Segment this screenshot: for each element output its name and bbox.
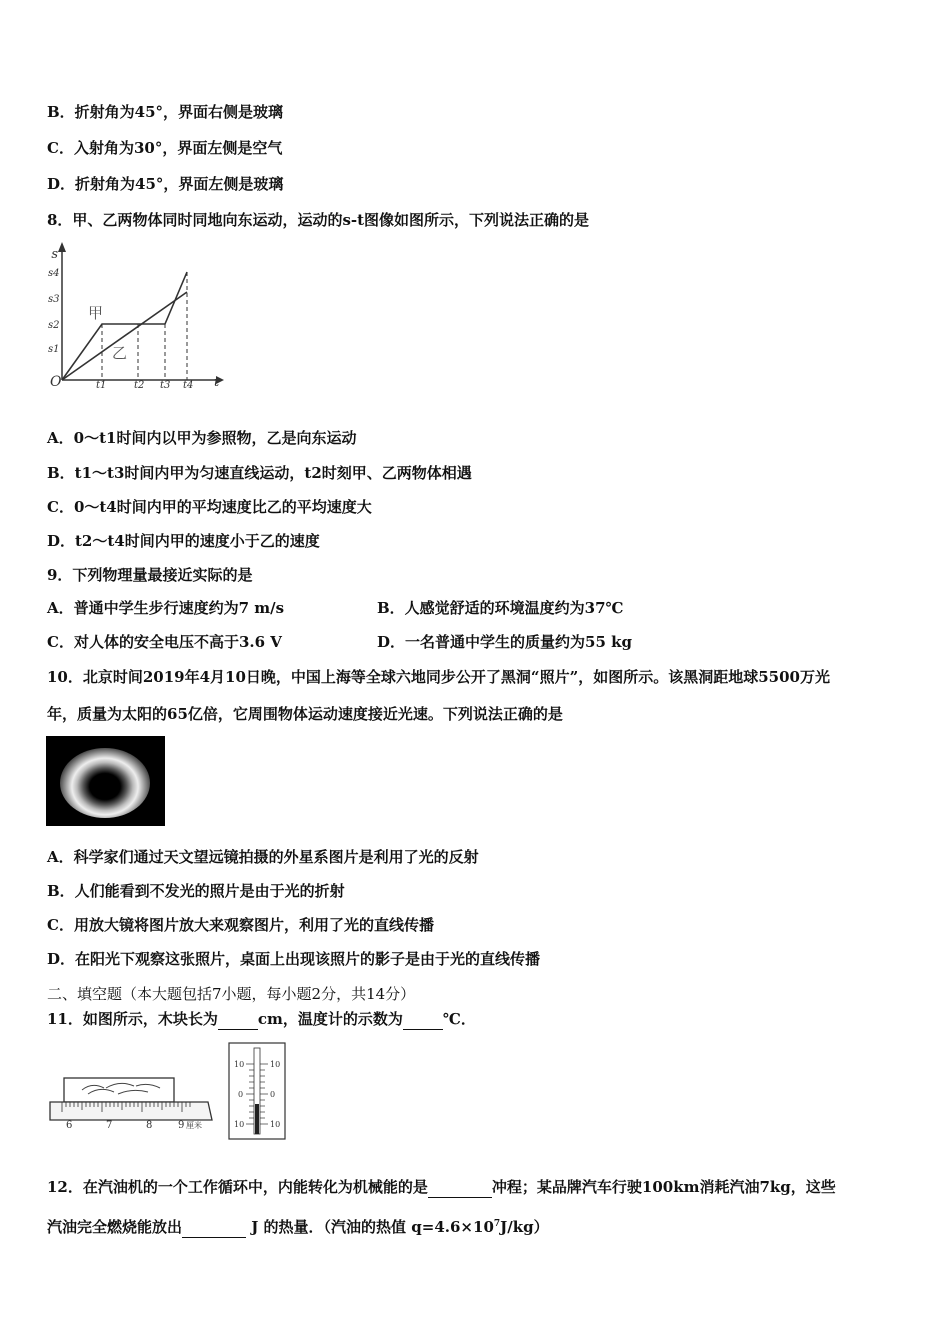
q12-blank-stroke bbox=[428, 1177, 492, 1198]
q10-stem-line2: 年，质量为太阳的65亿倍，它周围物体运动速度接近光速。下列说法正确的是 bbox=[47, 705, 563, 723]
x-tick-t2: t2 bbox=[134, 380, 145, 391]
y-tick-s4: s4 bbox=[48, 268, 60, 279]
q12-exponent: 7 bbox=[493, 1219, 501, 1229]
origin-label: O bbox=[50, 374, 62, 390]
q9-option-b: B．人感觉舒适的环境温度约为37℃ bbox=[377, 599, 624, 617]
q7-option-d: D．折射角为45°，界面左侧是玻璃 bbox=[47, 175, 284, 193]
q10-option-a: A．科学家们通过天文望远镜拍摄的外星系图片是利用了光的反射 bbox=[47, 848, 479, 866]
label-jia: 甲 bbox=[88, 304, 104, 322]
y-tick-s2: s2 bbox=[48, 320, 60, 331]
y-tick-s3: s3 bbox=[48, 294, 60, 305]
q12-line2 bbox=[47, 1214, 549, 1238]
q7-option-c: C．入射角为30°，界面左侧是空气 bbox=[47, 139, 283, 157]
x-tick-t1: t1 bbox=[96, 380, 107, 391]
st-graph bbox=[44, 240, 224, 392]
q12-line2-part-b: J 的热量．（汽油的热值 q=4.6×10 bbox=[246, 1218, 494, 1236]
thermo-label-bottom-left: 10 bbox=[234, 1120, 245, 1129]
q10-option-d: D．在阳光下观察这张照片，桌面上出现该照片的影子是由于光的直线传播 bbox=[47, 950, 541, 968]
thermo-label-top-right: 10 bbox=[270, 1060, 281, 1069]
q9-option-c: C．对人体的安全电压不高于3.6 V bbox=[47, 633, 282, 651]
q8-option-d: D．t2～t4时间内甲的速度小于乙的速度 bbox=[47, 532, 320, 550]
q12-line1-part-a: 12．在汽油机的一个工作循环中，内能转化为机械能的是 bbox=[47, 1178, 428, 1196]
thermo-label-zero-left: 0 bbox=[238, 1090, 244, 1099]
q11-blank-length bbox=[218, 1009, 258, 1030]
ruler-tick-6: 6 bbox=[66, 1120, 73, 1131]
q9-stem: 9．下列物理量最接近实际的是 bbox=[47, 566, 253, 584]
section-2-title: 二、填空题（本大题包括7小题，每小题2分，共14分） bbox=[47, 985, 416, 1003]
q7-option-b: B．折射角为45°，界面右侧是玻璃 bbox=[47, 103, 284, 121]
yi-line bbox=[62, 292, 187, 380]
ruler-tick-9: 9 bbox=[178, 1120, 185, 1131]
label-yi: 乙 bbox=[112, 344, 128, 362]
black-hole-image bbox=[46, 736, 165, 826]
ruler-tick-7: 7 bbox=[106, 1120, 113, 1131]
ruler-figure bbox=[48, 1076, 214, 1134]
q8-option-a: A．0～t1时间内以甲为参照物，乙是向东运动 bbox=[47, 429, 357, 447]
ruler-unit: 厘米 bbox=[186, 1121, 202, 1130]
x-tick-t4: t4 bbox=[183, 380, 194, 391]
q12-line1 bbox=[47, 1177, 836, 1198]
thermometer-figure bbox=[228, 1042, 286, 1140]
axis-t-label: t bbox=[214, 375, 220, 390]
q12-line2-part-a: 汽油完全燃烧能放出 bbox=[47, 1218, 183, 1236]
q11-blank-temperature bbox=[403, 1009, 443, 1030]
y-tick-s1: s1 bbox=[48, 344, 60, 355]
q11-stem-part-b: cm，温度计的示数为 bbox=[257, 1010, 403, 1028]
q9-option-a: A．普通中学生步行速度约为7 m/s bbox=[47, 599, 285, 617]
jia-line bbox=[62, 272, 187, 380]
q9-option-d: D．一名普通中学生的质量约为55 kg bbox=[377, 633, 632, 651]
thermo-label-zero-right: 0 bbox=[270, 1090, 276, 1099]
q11-stem-part-a: 11．如图所示，木块长为 bbox=[47, 1010, 218, 1028]
q12-line1-part-b: 冲程；某品牌汽车行驶100km消耗汽油7kg，这些 bbox=[491, 1178, 836, 1196]
q8-option-b: B．t1～t3时间内甲为匀速直线运动，t2时刻甲、乙两物体相遇 bbox=[47, 464, 472, 482]
q8-stem: 8．甲、乙两物体同时同地向东运动，运动的s-t图像如图所示，下列说法正确的是 bbox=[47, 211, 590, 229]
q8-option-c: C．0～t4时间内甲的平均速度比乙的平均速度大 bbox=[47, 498, 372, 516]
q10-option-b: B．人们能看到不发光的照片是由于光的折射 bbox=[47, 882, 345, 900]
axis-s-label: s bbox=[51, 247, 58, 262]
ruler-tick-8: 8 bbox=[146, 1120, 153, 1131]
q11-stem-part-c: ℃． bbox=[442, 1010, 476, 1028]
q12-blank-heat bbox=[182, 1217, 246, 1238]
q10-option-c: C．用放大镜将图片放大来观察图片，利用了光的直线传播 bbox=[47, 916, 434, 934]
x-tick-t3: t3 bbox=[160, 380, 171, 391]
q10-stem-line1: 10．北京时间2019年4月10日晚，中国上海等全球六地同步公开了黑洞“照片”，如图所示。该黑洞距地球5500万光 bbox=[47, 668, 830, 686]
thermo-label-top-left: 10 bbox=[234, 1060, 245, 1069]
q11-stem bbox=[47, 1009, 476, 1030]
thermo-label-bottom-right: 10 bbox=[270, 1120, 281, 1129]
q12-line2-part-c: J/kg） bbox=[500, 1218, 549, 1236]
